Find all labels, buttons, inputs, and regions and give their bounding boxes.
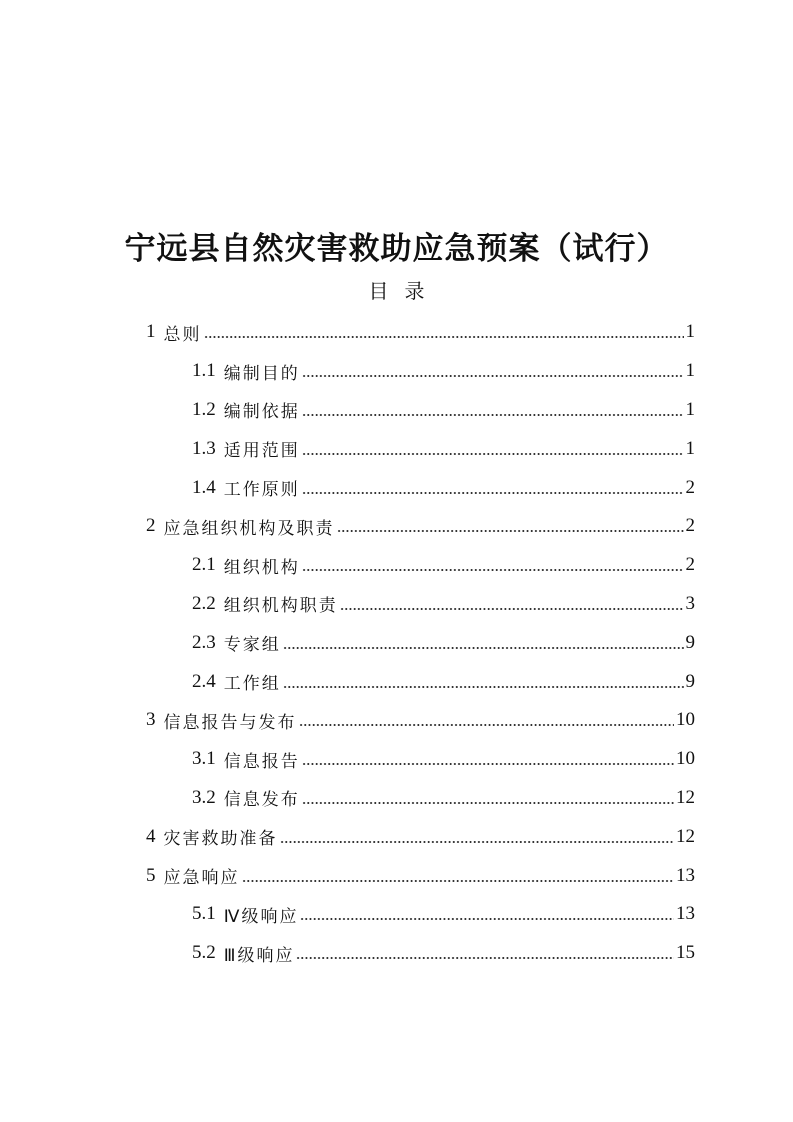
toc-entry-title: Ⅲ级响应 <box>223 945 295 966</box>
toc-dot-leader <box>283 686 684 688</box>
toc-entry-page-number: 1 <box>685 321 695 343</box>
toc-entry-page-number: 3 <box>685 592 695 614</box>
toc-dot-leader <box>242 880 675 882</box>
toc-entry-number: 5 <box>146 864 156 886</box>
toc-dot-leader <box>300 918 674 920</box>
toc-entry-title: 工作组 <box>223 674 281 695</box>
toc-entry-number: 4 <box>146 825 156 847</box>
toc-entry-number: 1 <box>146 321 156 343</box>
toc-entry-page-number: 9 <box>685 670 695 692</box>
toc-entry-title: 专家组 <box>223 635 281 656</box>
toc-entry[interactable] <box>0 468 793 507</box>
toc-dot-leader <box>302 802 674 804</box>
toc-entry-page-number: 1 <box>685 437 695 459</box>
toc-dot-leader <box>283 647 684 649</box>
toc-entry-title: 总则 <box>163 324 202 345</box>
toc-entry-number: 1.3 <box>192 437 216 459</box>
toc-entry-page-number: 2 <box>685 476 695 498</box>
toc-entry[interactable] <box>0 585 793 624</box>
toc-entry-page-number: 1 <box>685 398 695 420</box>
toc-entry-number: 3.1 <box>192 748 216 770</box>
toc-entry[interactable] <box>0 352 793 391</box>
toc-entry[interactable] <box>0 429 793 468</box>
toc-entry[interactable] <box>0 779 793 818</box>
toc-entry-title: 信息报告 <box>223 751 300 772</box>
toc-entry[interactable] <box>0 740 793 779</box>
toc-entry-number: 3.2 <box>192 786 216 808</box>
toc-entry-number: 2.1 <box>192 554 216 576</box>
toc-entry-title: 组织机构 <box>223 557 300 578</box>
toc-entry-page-number: 10 <box>676 748 695 770</box>
toc-entry-number: 2.2 <box>192 592 216 614</box>
toc-entry-title: 适用范围 <box>223 441 300 462</box>
toc-entry-title: 组织机构职责 <box>223 596 338 617</box>
toc-entry-title: 信息发布 <box>223 790 300 811</box>
toc-entry-title: Ⅳ级响应 <box>223 906 299 927</box>
toc-entry-title: 灾害救助准备 <box>163 829 278 850</box>
toc-entry-page-number: 10 <box>676 709 695 731</box>
document-title: 宁远县自然灾害救助应急预案（试行） <box>124 231 669 267</box>
toc-entry-number: 1.2 <box>192 398 216 420</box>
toc-entry-number: 5.2 <box>192 942 216 964</box>
toc-entry-title: 编制依据 <box>223 402 300 423</box>
toc-entry-page-number: 12 <box>676 825 695 847</box>
toc-entry-title: 编制目的 <box>223 363 300 384</box>
toc-entry-number: 2 <box>146 515 156 537</box>
toc-entry[interactable] <box>0 623 793 662</box>
toc-entry-title: 应急组织机构及职责 <box>163 518 335 539</box>
toc-heading: 目录 <box>368 279 441 303</box>
toc-entry-number: 1.4 <box>192 476 216 498</box>
toc-entry-page-number: 2 <box>685 554 695 576</box>
toc-dot-leader <box>302 492 684 494</box>
toc-dot-leader <box>302 375 684 377</box>
toc-entry-page-number: 1 <box>685 360 695 382</box>
toc-entry-page-number: 12 <box>676 786 695 808</box>
toc-entry-title: 应急响应 <box>163 868 240 889</box>
toc-entry[interactable] <box>0 391 793 430</box>
toc-entry-number: 3 <box>146 709 156 731</box>
toc-entry-title: 信息报告与发布 <box>163 712 297 733</box>
toc-entry[interactable] <box>0 507 793 546</box>
toc-entry[interactable] <box>0 895 793 934</box>
toc-entry-number: 1.1 <box>192 360 216 382</box>
toc-entry[interactable] <box>0 817 793 856</box>
toc-entry-number: 2.3 <box>192 631 216 653</box>
toc-entry-title: 工作原则 <box>223 480 300 501</box>
toc-entry-page-number: 13 <box>676 903 695 925</box>
toc-dot-leader <box>280 841 675 843</box>
toc-entry-page-number: 13 <box>676 864 695 886</box>
toc-dot-leader <box>302 569 684 571</box>
toc-entry[interactable] <box>0 856 793 895</box>
toc-entry[interactable] <box>0 546 793 585</box>
toc-entry[interactable] <box>0 313 793 352</box>
toc-dot-leader <box>299 724 675 726</box>
table-of-contents <box>0 313 793 973</box>
toc-entry-number: 5.1 <box>192 903 216 925</box>
toc-entry-page-number: 15 <box>676 942 695 964</box>
toc-entry[interactable] <box>0 934 793 973</box>
toc-dot-leader <box>340 608 684 610</box>
toc-entry[interactable] <box>0 701 793 740</box>
toc-entry-page-number: 9 <box>685 631 695 653</box>
toc-dot-leader <box>337 530 684 532</box>
toc-dot-leader <box>302 453 684 455</box>
toc-dot-leader <box>296 957 674 959</box>
toc-entry[interactable] <box>0 662 793 701</box>
toc-entry-number: 2.4 <box>192 670 216 692</box>
toc-dot-leader <box>204 336 684 338</box>
toc-dot-leader <box>302 763 674 765</box>
toc-dot-leader <box>302 414 684 416</box>
toc-entry-page-number: 2 <box>685 515 695 537</box>
